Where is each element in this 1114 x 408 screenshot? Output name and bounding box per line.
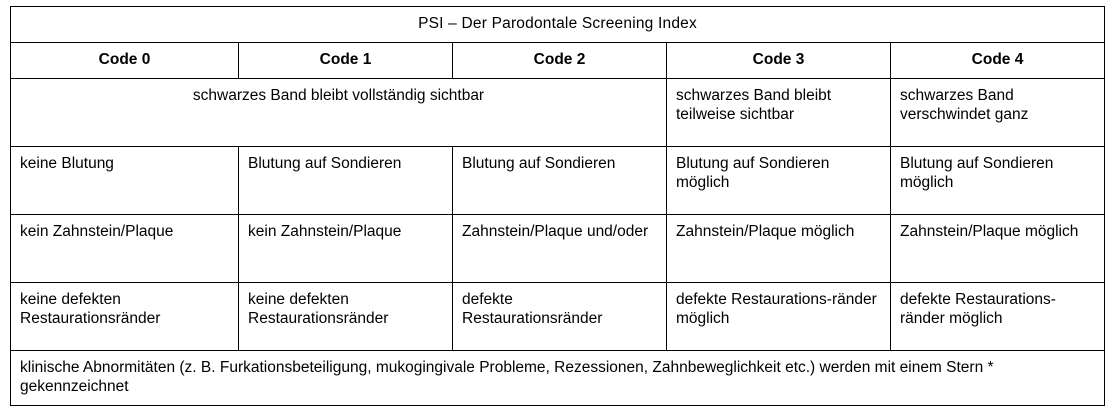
calculus-cell-code-4: Zahnstein/Plaque möglich	[891, 214, 1105, 282]
column-header-code-2: Code 2	[453, 42, 667, 78]
bleeding-cell-code-4: Blutung auf Sondieren möglich	[891, 146, 1105, 214]
table-row-calculus	[11, 214, 1105, 282]
bleeding-cell-code-1: Blutung auf Sondieren	[239, 146, 453, 214]
band-visible-merged-cell: schwarzes Band bleibt vollständig sichtbar	[11, 78, 667, 146]
column-header-code-0: Code 0	[11, 42, 239, 78]
restoration-cell-code-2: defekte Restaurationsränder	[453, 282, 667, 350]
psi-table	[10, 6, 1105, 406]
column-header-code-4: Code 4	[891, 42, 1105, 78]
bleeding-cell-code-2: Blutung auf Sondieren	[453, 146, 667, 214]
bleeding-cell-code-3: Blutung auf Sondieren möglich	[667, 146, 891, 214]
calculus-cell-code-3: Zahnstein/Plaque möglich	[667, 214, 891, 282]
table-row-title	[11, 7, 1105, 43]
column-header-code-3: Code 3	[667, 42, 891, 78]
table-row-restoration-margins	[11, 282, 1105, 350]
band-disappears-cell: schwarzes Band verschwindet ganz	[891, 78, 1105, 146]
table-row-footnote	[11, 350, 1105, 406]
table-row-bleeding	[11, 146, 1105, 214]
calculus-cell-code-2: Zahnstein/Plaque und/oder	[453, 214, 667, 282]
restoration-cell-code-3: defekte Restaurations-ränder möglich	[667, 282, 891, 350]
bleeding-cell-code-0: keine Blutung	[11, 146, 239, 214]
table-row-headers	[11, 42, 1105, 78]
table-row-band-visibility	[11, 78, 1105, 146]
column-header-code-1: Code 1	[239, 42, 453, 78]
calculus-cell-code-1: kein Zahnstein/Plaque	[239, 214, 453, 282]
restoration-cell-code-0: keine defekten Restaurationsränder	[11, 282, 239, 350]
table-title: PSI – Der Parodontale Screening Index	[11, 7, 1105, 43]
restoration-cell-code-1: keine defekten Restaurationsränder	[239, 282, 453, 350]
footnote-text: klinische Abnormitäten (z. B. Furkationsbeteiligung, mukogingivale Probleme, Rezessionen, Zahnbeweglichkeit etc.) werden mit einem Stern * gekennzeichnet	[11, 350, 1105, 406]
band-partially-visible-cell: schwarzes Band bleibt teilweise sichtbar	[667, 78, 891, 146]
calculus-cell-code-0: kein Zahnstein/Plaque	[11, 214, 239, 282]
restoration-cell-code-4: defekte Restaurations-ränder möglich	[891, 282, 1105, 350]
